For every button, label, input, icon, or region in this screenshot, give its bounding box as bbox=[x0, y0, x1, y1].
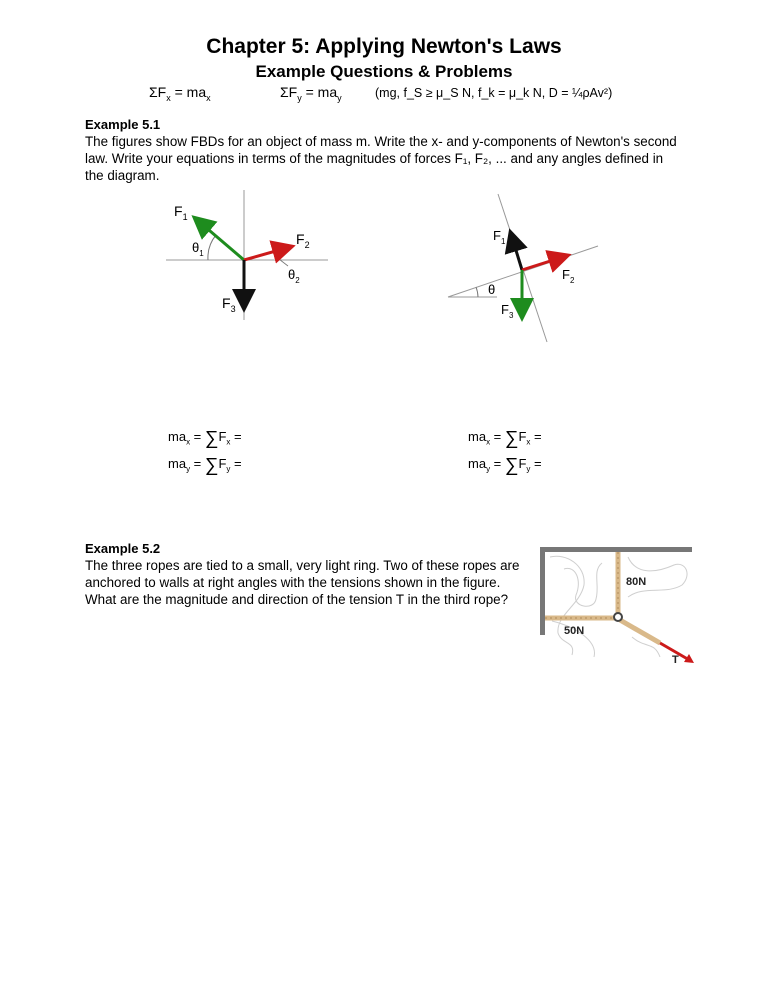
ring bbox=[614, 613, 622, 621]
svg-text:θ2: $\theta_2$ bbox=[288, 267, 300, 285]
force-arrow-f2 bbox=[522, 256, 566, 270]
theta-arc bbox=[476, 287, 478, 297]
answer-right-y: $ma_y = \sum F_y$ = bbox=[468, 455, 542, 476]
left-wall bbox=[540, 547, 545, 635]
svg-text:θ: θ bbox=[488, 282, 496, 297]
fbd-diagram-left bbox=[140, 190, 360, 320]
ropes-figure bbox=[536, 545, 696, 667]
svg-text:F1: $F_1$ bbox=[174, 203, 188, 222]
equation-forces-list: (mg, f_S ≥ μ_S N, f_k = μ_k N, D = ¼ρAv²) bbox=[375, 86, 613, 100]
example-5-1-heading: Example 5.1 bbox=[85, 117, 161, 132]
svg-text:50N: 50N bbox=[564, 625, 585, 637]
svg-text:F2: $F_2$ bbox=[296, 231, 310, 250]
svg-text:F2: $F_2$ bbox=[562, 267, 575, 285]
svg-text:80N: 80N bbox=[626, 576, 647, 588]
answer-left-y: $ma_y = \sum F_y$ = bbox=[168, 455, 242, 476]
example-5-1-body: The figures show FBDs for an object of mass m. Write the x- and y-components of Newton's second law. Write your equations in terms of the magnitudes of forces F₁, F₂, ... and any angles defined in the diagram. bbox=[85, 134, 677, 183]
rope-diagonal bbox=[620, 620, 660, 643]
force-arrow-f1 bbox=[511, 234, 522, 270]
svg-text:F3: $F_3$ bbox=[222, 295, 236, 314]
force-arrow-f2 bbox=[244, 247, 290, 260]
answer-right-x: $ma_x = \sum F_x$ = bbox=[468, 428, 542, 449]
example-5-2-heading: Example 5.2 bbox=[85, 541, 161, 556]
svg-text:T: T bbox=[672, 654, 679, 666]
svg-text:F3: $F_3$ bbox=[501, 302, 514, 320]
page-subtitle: Example Questions & Problems bbox=[255, 62, 513, 81]
theta1-arc bbox=[208, 235, 216, 260]
page-title: Chapter 5: Applying Newton's Laws bbox=[206, 35, 562, 58]
fbd-diagram-right bbox=[420, 190, 620, 360]
equation-sum-fx: $\Sigma F_x = ma_x$ bbox=[149, 84, 211, 103]
svg-text:θ1: $\theta_1$ bbox=[192, 240, 204, 258]
answer-left-x: $ma_x = \sum F_x$ = bbox=[168, 428, 242, 449]
top-wall bbox=[540, 547, 692, 552]
example-5-2-body: The three ropes are tied to a small, very light ring. Two of these ropes are anchored to walls at right angles with the tensions shown in the figure. What are the magnitude and direction of the tension T in the third rope? bbox=[85, 558, 520, 607]
equation-sum-fy: $\Sigma F_y = ma_y$ bbox=[280, 84, 342, 103]
svg-text:F1: $F_1$ bbox=[493, 228, 506, 246]
